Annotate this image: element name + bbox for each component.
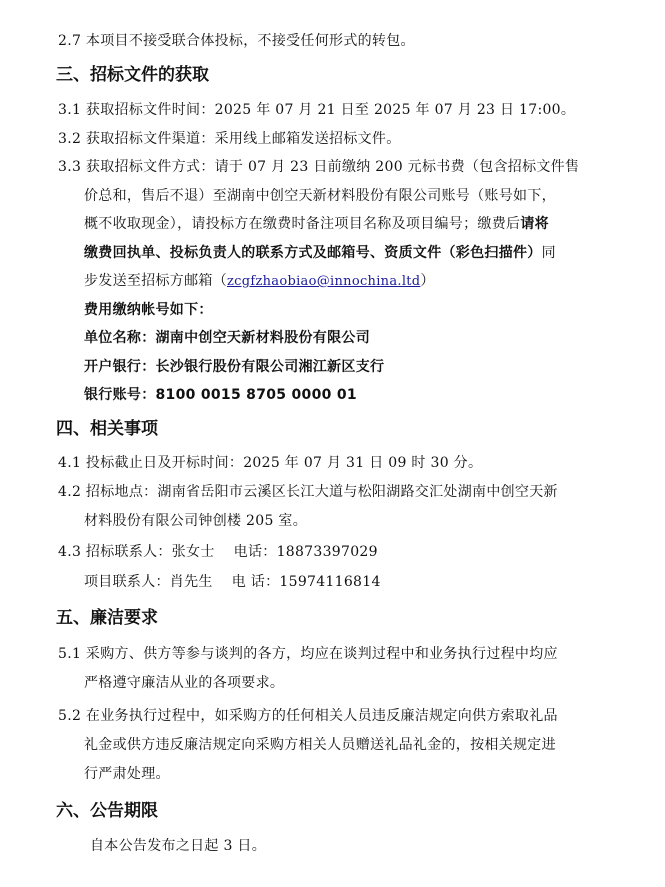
clause-3-1: 3.1 获取招标文件时间：2025 年 07 月 21 日至 2025 年 07 月 23 日 17:00。: [58, 102, 576, 118]
fee-account-title: 费用缴纳帐号如下：: [84, 302, 213, 318]
clause-3-3-line-4: [84, 243, 556, 263]
section-5-heading: 五、廉洁要求: [56, 608, 158, 628]
section-6-heading: 六、公告期限: [56, 801, 158, 821]
clause-4-2-line-2: 材料股份有限公司钟创楼 205 室。: [84, 513, 308, 529]
bank-account: 银行账号：8100 0015 8705 0000 01: [84, 387, 357, 403]
clause-3-3-line-3: [84, 214, 549, 234]
clause-3-3-line-5: [84, 271, 435, 292]
clause-5-2-line-2: 礼金或供方违反廉洁规定向采购方相关人员赠送礼品礼金的，按相关规定进: [84, 737, 556, 753]
clause-4-3-line-1: 4.3 招标联系人：张女士 电话：18873397029: [58, 544, 378, 560]
clause-5-1-line-1: 5.1 采购方、供方等参与谈判的各方，均应在谈判过程中和业务执行过程中均应: [58, 646, 558, 662]
clause-3-3-line-2: 价总和，售后不退）至湖南中创空天新材料股份有限公司账号（账号如下，: [84, 188, 556, 204]
clause-3-3-line-1: 3.3 获取招标文件方式：请于 07 月 23 日前缴纳 200 元标书费（包含招标文件售: [58, 159, 580, 175]
clause-5-1-line-2: 严格遵守廉洁从业的各项要求。: [84, 675, 285, 691]
bank-name: 开户银行：长沙银行股份有限公司湘江新区支行: [84, 359, 385, 375]
clause-3-2: 3.2 获取招标文件渠道：采用线上邮箱发送招标文件。: [58, 131, 401, 147]
clause-5-2-line-3: 行严肃处理。: [84, 766, 170, 782]
email-link[interactable]: zcgfzhaobiao@innochina.ltd: [227, 274, 421, 289]
clause-3-3-line-3-bold: 请将: [520, 216, 549, 232]
clause-3-3-line-4-bold: 缴费回执单、投标负责人的联系方式及邮箱号、资质文件（彩色扫描件）: [84, 245, 542, 261]
section-3-heading: 三、招标文件的获取: [56, 65, 209, 85]
clause-4-1: 4.1 投标截止日及开标时间：2025 年 07 月 31 日 09 时 30 分。: [58, 455, 483, 471]
clause-3-3-line-5-text: 步发送至招标方邮箱（: [84, 273, 227, 289]
clause-4-2-line-1: 4.2 招标地点：湖南省岳阳市云溪区长江大道与松阳湖路交汇处湖南中创空天新: [58, 484, 558, 500]
clause-5-2-line-1: 5.2 在业务执行过程中，如采购方的任何相关人员违反廉洁规定向供方索取礼品: [58, 708, 558, 724]
clause-3-3-line-4-text: 同: [541, 245, 556, 261]
section-4-heading: 四、相关事项: [56, 419, 158, 439]
unit-name: 单位名称：湖南中创空天新材料股份有限公司: [84, 330, 370, 346]
clause-2-7: 2.7 本项目不接受联合体投标，不接受任何形式的转包。: [58, 33, 415, 49]
clause-3-3-line-5-close: ）: [420, 273, 435, 289]
clause-3-3-line-3-text: 概不收取现金），请投标方在缴费时备注项目名称及项目编号；缴费后: [84, 216, 521, 232]
announcement-period: 自本公告发布之日起 3 日。: [90, 838, 267, 854]
clause-4-3-line-2: 项目联系人：肖先生 电 话：15974116814: [84, 574, 381, 590]
